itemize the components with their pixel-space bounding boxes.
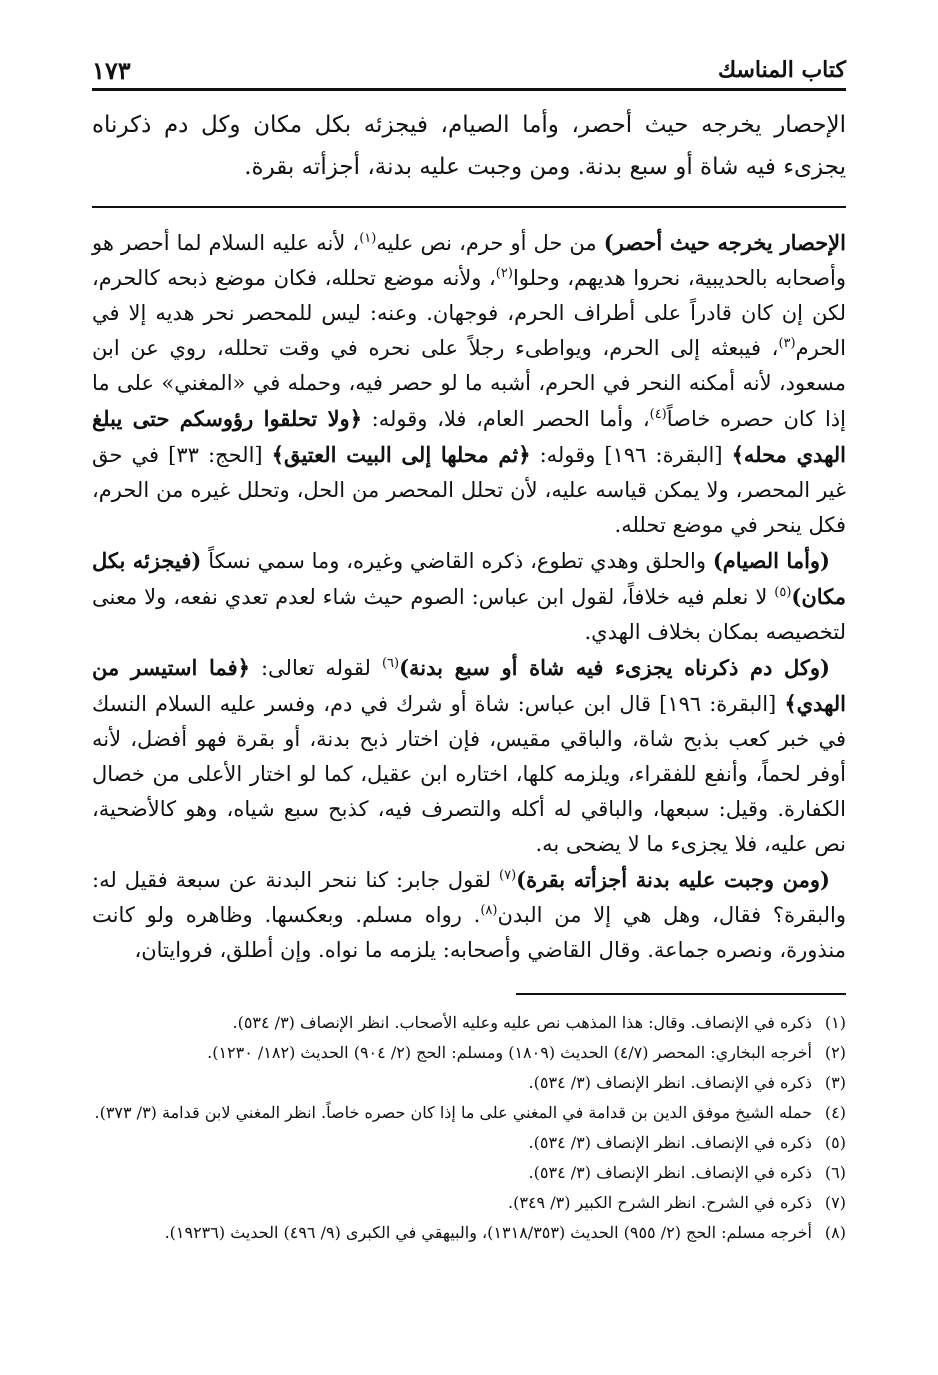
bold-text: ﴿ولا تحلقوا رؤوسكم حتى يبلغ الهدي محله﴾ (92, 406, 846, 467)
bold-text: (ومن وجبت عليه بدنة أجزأته بقرة) (516, 867, 830, 892)
commentary-paragraph (92, 225, 846, 543)
footnote-text: أخرجه مسلم: الحج (٢/ ٩٥٥) الحديث (١٣١٨/٣٥٣)، والبيهقي في الكبرى (٩/ ٤٩٦) الحديث (١٩٢٣٦). (164, 1223, 812, 1242)
bold-text: ﴿ثم محلها إلى البيت العتيق﴾ (271, 442, 531, 467)
text-run: . رواه مسلم. وبعكسها. وظاهره ولو كانت منذورة، ونصره جماعة. وقال القاضي وأصحابه: يلزمه ما نواه. وإن أطلق، فروايتان، (92, 903, 846, 962)
footnote-item (92, 1160, 846, 1186)
footnote-number: (٤) (824, 1103, 846, 1122)
footnote-number: (٧) (824, 1193, 846, 1212)
page-number: ١٧٣ (92, 55, 131, 85)
bold-text: (وأما الصيام) (712, 548, 830, 573)
footnote-item (92, 1040, 846, 1066)
text-run: والحلق وهدي تطوع، ذكره القاضي وغيره، وما سمي نسكاً (201, 549, 713, 573)
bold-text: (فيجزئه بكل مكان) (92, 548, 846, 609)
bold-text: الإحصار يخرجه حيث أحصر) (603, 230, 846, 255)
footnote-number: (٨) (824, 1223, 846, 1242)
footnote-number: (٢) (824, 1043, 846, 1062)
text-run: ، ولأنه موضع تحلله، فكان موضع ذبحه كالحرم، لكن إن كان قادراً على أطراف الحرم، فوجهان. وعنه: ليس للمحصر نحر هديه إلا في الحرم (92, 266, 846, 360)
footnote-text: حمله الشيخ موفق الدين بن قدامة في المغني على ما إذا كان حصره خاصاً. انظر المغني لابن قدامة (٣/ ٣٧٣). (94, 1103, 812, 1122)
book-title: كتاب المناسك (717, 57, 846, 83)
text-run: [البقرة: ١٩٦] قال ابن عباس: شاة أو شرك في دم، وفسر عليه السلام النسك في خبر كعب بذبح شاة، والباقي مقيس، فإن اختار ذبح بدنة، أو بقرة فهو أفضل، لأنه أوفر لحماً، وأنفع للفقراء، ويلزمه كلها، اختاره ابن عقيل، كما لو اختار الأعلى من خصال الكفارة. وقيل: سبعها، والباقي له أكله والتصرف فيه، كذبح سبع شياه، وهو كالأضحية، نص عليه، فلا يجزىء ما لا يضحى به. (92, 692, 846, 856)
footnote-item (92, 1220, 846, 1246)
footnote-item (92, 1130, 846, 1156)
footnote-ref: (٧) (499, 868, 517, 883)
footnote-text: أخرجه البخاري: المحصر (٤/٧) الحديث (١٨٠٩) ومسلم: الحج (٢/ ٩٠٤) الحديث (١٨٢/ ١٢٣٠). (207, 1043, 812, 1062)
text-run: لقول جابر: كنا ننحر البدنة عن سبعة فقيل له: والبقرة؟ فقال، وهل هي إلا من البدن (92, 868, 846, 927)
footnote-ref: (٣) (778, 336, 796, 351)
footnote-number: (٦) (824, 1163, 846, 1182)
text-run: [الحج: ٣٣] في حق غير المحصر، ولا يمكن قياسه عليه، لأن تحلل المحصر من الحل، وتحلل غيره من الحرم، فكل ينحر في موضع تحلله. (92, 443, 846, 537)
footnote-item (92, 1190, 846, 1216)
footnote-text: ذكره في الشرح. انظر الشرح الكبير (٣/ ٣٤٩). (508, 1193, 812, 1212)
commentary-paragraph (92, 650, 846, 862)
main-text: الإحصار يخرجه حيث أحصر، وأما الصيام، فيجزئه بكل مكان وكل دم ذكرناه يجزىء فيه شاة أو سبع بدنة. ومن وجبت عليه بدنة، أجزأته بقرة. (92, 112, 846, 180)
footnote-text: ذكره في الإنصاف. انظر الإنصاف (٣/ ٥٣٤). (528, 1163, 812, 1182)
footnote-number: (١) (824, 1013, 846, 1032)
bold-text: (وكل دم ذكرناه يجزىء فيه شاة أو سبع بدنة) (399, 655, 830, 680)
bold-text: ﴿فما استيسر من الهدي﴾ (92, 655, 846, 716)
text-run: ، لأنه عليه السلام لما أحصر هو وأصحابه بالحديبية، نحروا هديهم، وحلوا (92, 231, 846, 290)
commentary-paragraph (92, 543, 846, 650)
footnote-ref: (٥) (774, 585, 792, 600)
text-run: لا نعلم فيه خلافاً، لقول ابن عباس: الصوم حيث شاء لعدم تعدي نفعه، ولا معنى لتخصيصه بمكان بخلاف الهدي. (92, 585, 846, 644)
commentary (92, 225, 846, 968)
footnote-number: (٣) (824, 1073, 846, 1092)
footnote-ref: (١) (359, 231, 377, 246)
running-header (92, 52, 846, 91)
text-run: من حل أو حرم، نص عليه (376, 231, 604, 255)
footnote-text: ذكره في الإنصاف. انظر الإنصاف (٣/ ٥٣٤). (528, 1133, 812, 1152)
footnote-number: (٥) (824, 1133, 846, 1152)
text-run: ، فيبعثه إلى الحرم، ويواطىء رجلاً على نحره في وقت تحلله، روي عن ابن مسعود، لأنه أمكنه النحر في الحرم، أشبه ما لو حصر فيه، وحمله في «المغني» على ما إذا كان حصره خاصاً (92, 336, 846, 431)
footnote-ref: (٨) (480, 903, 498, 918)
footnote-rule (516, 993, 846, 995)
text-run: لقوله تعالى: (249, 656, 382, 680)
footnote-item (92, 1010, 846, 1036)
footnote-item (92, 1070, 846, 1096)
footnote-ref: (٦) (381, 656, 400, 671)
footnote-text: ذكره في الإنصاف. وقال: هذا المذهب نص عليه وعليه الأصحاب. انظر الإنصاف (٣/ ٥٣٤). (232, 1013, 812, 1032)
commentary-paragraph (92, 862, 846, 968)
footnote-ref: (٢) (495, 266, 513, 281)
footnotes (92, 1010, 846, 1250)
text-run: [البقرة: ١٩٦] وقوله: (530, 443, 732, 467)
footnote-item (92, 1100, 846, 1126)
separator-rule (92, 206, 846, 208)
footnote-ref: (٤) (649, 407, 667, 422)
text-run: ، وأما الحصر العام، فلا، وقوله: (362, 407, 650, 431)
footnote-text: ذكره في الإنصاف. انظر الإنصاف (٣/ ٥٣٤). (528, 1073, 812, 1092)
